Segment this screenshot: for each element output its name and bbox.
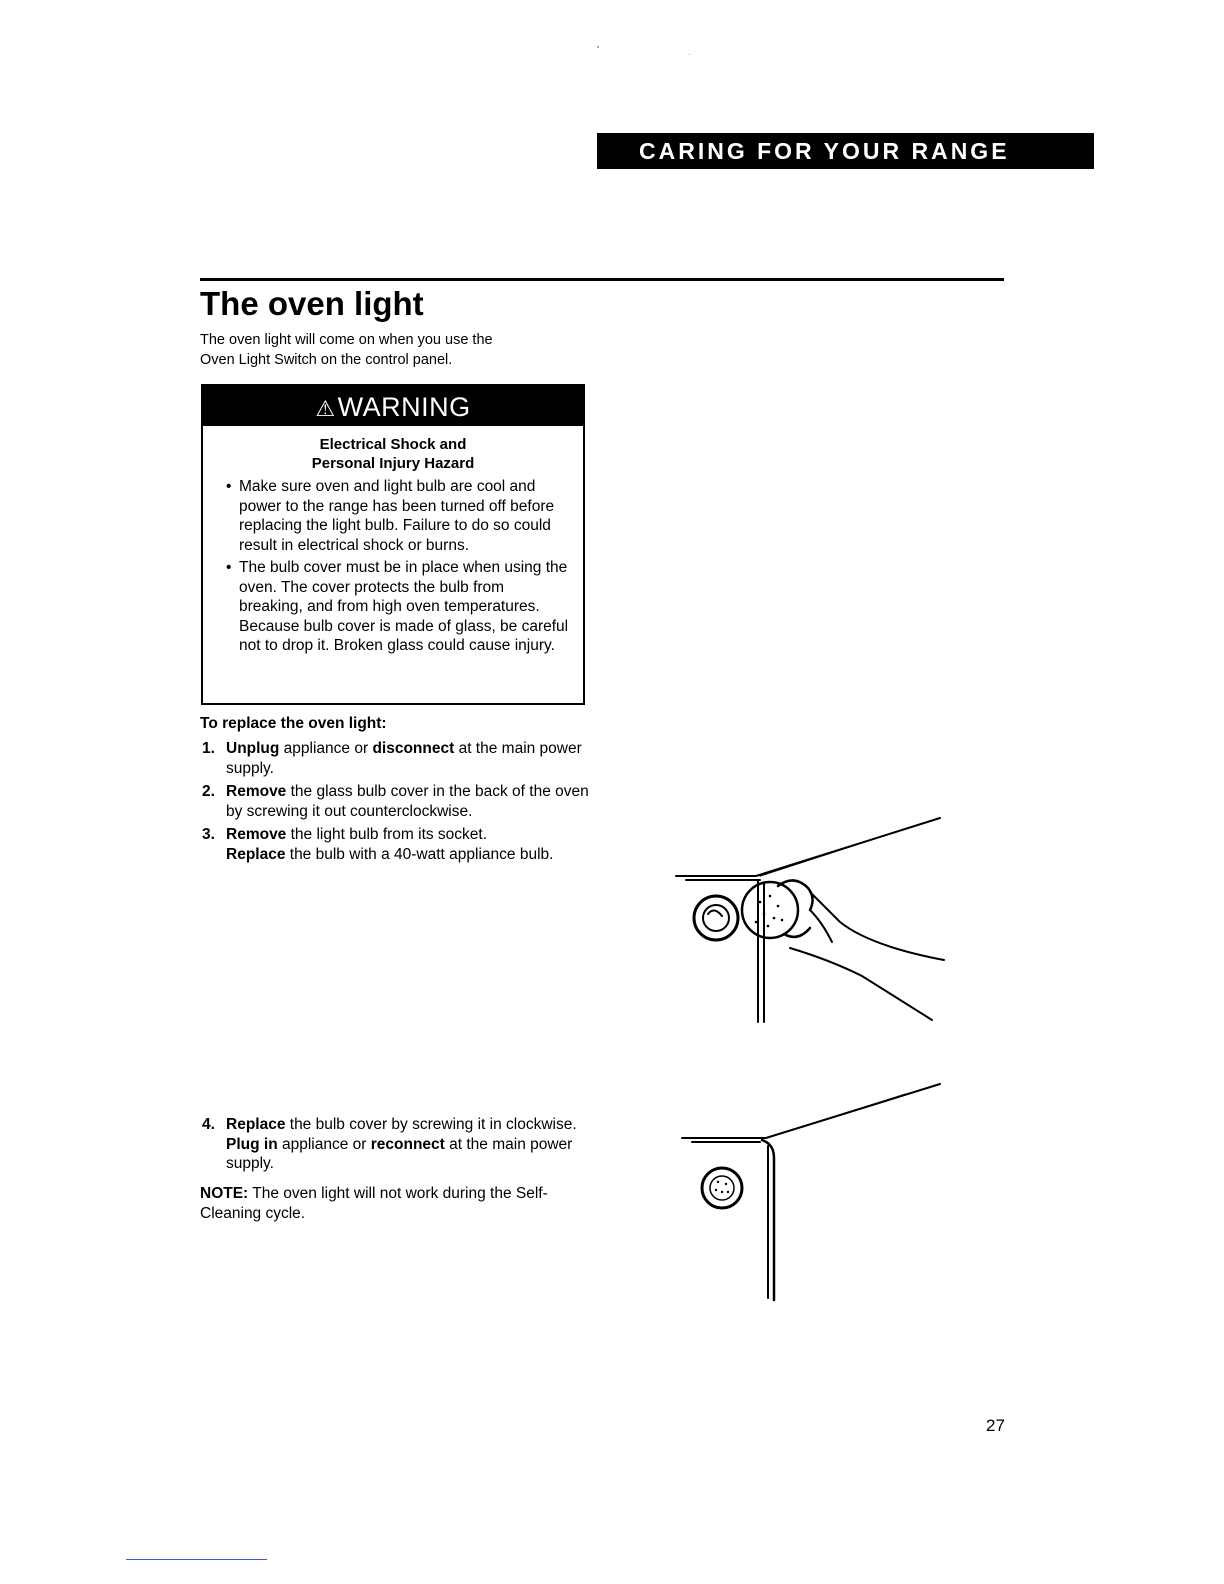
step-action: Remove xyxy=(226,826,287,843)
step-action: Replace xyxy=(226,1116,286,1133)
step-action: Plug in xyxy=(226,1135,278,1153)
bulb-cover-illustration xyxy=(670,1080,950,1310)
warning-header xyxy=(203,386,583,426)
steps-list xyxy=(200,739,590,868)
note xyxy=(200,1184,580,1224)
step-item xyxy=(200,825,590,864)
step-item xyxy=(200,1115,590,1174)
intro-line: Oven Light Switch on the control panel. xyxy=(200,352,453,368)
warning-heading-line: Electrical Shock and xyxy=(319,436,467,453)
step-text: the bulb cover by screwing it in clockwise. xyxy=(285,1116,577,1133)
step-action: reconnect xyxy=(370,1135,445,1153)
warning-list xyxy=(203,477,583,656)
bullet-icon: • xyxy=(226,478,232,495)
note-text: The oven light will not work during the Self-Cleaning cycle. xyxy=(200,1185,548,1222)
step-action: Replace xyxy=(226,845,286,863)
step-action: disconnect xyxy=(372,740,455,757)
step-text: the glass bulb cover in the back of the oven by screwing it out counterclockwise. xyxy=(226,783,589,820)
scan-speck xyxy=(689,54,690,55)
step-number: 2. xyxy=(202,783,215,800)
intro-text xyxy=(200,330,580,370)
warning-bullet xyxy=(223,477,569,555)
step-text: the bulb with a 40-watt appliance bulb. xyxy=(285,845,554,863)
step-text: at the main power supply. xyxy=(226,1135,573,1172)
step-number: 3. xyxy=(202,826,215,843)
step-action: Unplug xyxy=(226,740,280,757)
step-number: 1. xyxy=(202,740,215,757)
steps-heading: To replace the oven light: xyxy=(200,715,387,732)
step-text: at the main power supply. xyxy=(226,740,582,777)
section-banner: CARING FOR YOUR RANGE xyxy=(597,133,1094,169)
steps-list xyxy=(200,1115,590,1178)
warning-heading-line: Personal Injury Hazard xyxy=(311,455,475,472)
page-number: 27 xyxy=(986,1416,1005,1435)
title-rule xyxy=(200,278,1004,281)
warning-bullet-text: The bulb cover must be in place when using the oven. The cover protects the bulb from breaking, and from high oven temperatures. Because bulb cover is made of glass, be careful not to drop it. Broken glass could cause injury. xyxy=(239,559,569,654)
warning-triangle-icon: ⚠ xyxy=(315,396,336,421)
scan-speck xyxy=(597,46,599,48)
step-action: Remove xyxy=(226,783,287,800)
note-label: NOTE: xyxy=(200,1185,249,1202)
step-text: appliance or xyxy=(277,1135,371,1153)
step-item xyxy=(200,782,590,821)
step-text: appliance or xyxy=(279,740,373,757)
warning-bullet-text: Make sure oven and light bulb are cool and power to the range has been turned off before replacing the light bulb. Failure to do so could result in electrical shock or burns. xyxy=(239,478,555,554)
page-title: The oven light xyxy=(200,285,424,322)
step-text: the light bulb from its socket. xyxy=(286,826,488,843)
step-item xyxy=(200,739,590,778)
intro-line: The oven light will come on when you use the xyxy=(200,332,493,348)
bullet-icon: • xyxy=(226,559,232,576)
step-number: 4. xyxy=(202,1116,215,1133)
bottom-rule xyxy=(126,1559,267,1560)
hand-bulb-illustration xyxy=(660,810,960,1030)
warning-bullet xyxy=(223,558,569,656)
warning-heading xyxy=(203,435,583,473)
warning-box xyxy=(201,384,585,705)
warning-label: WARNING xyxy=(337,392,471,422)
